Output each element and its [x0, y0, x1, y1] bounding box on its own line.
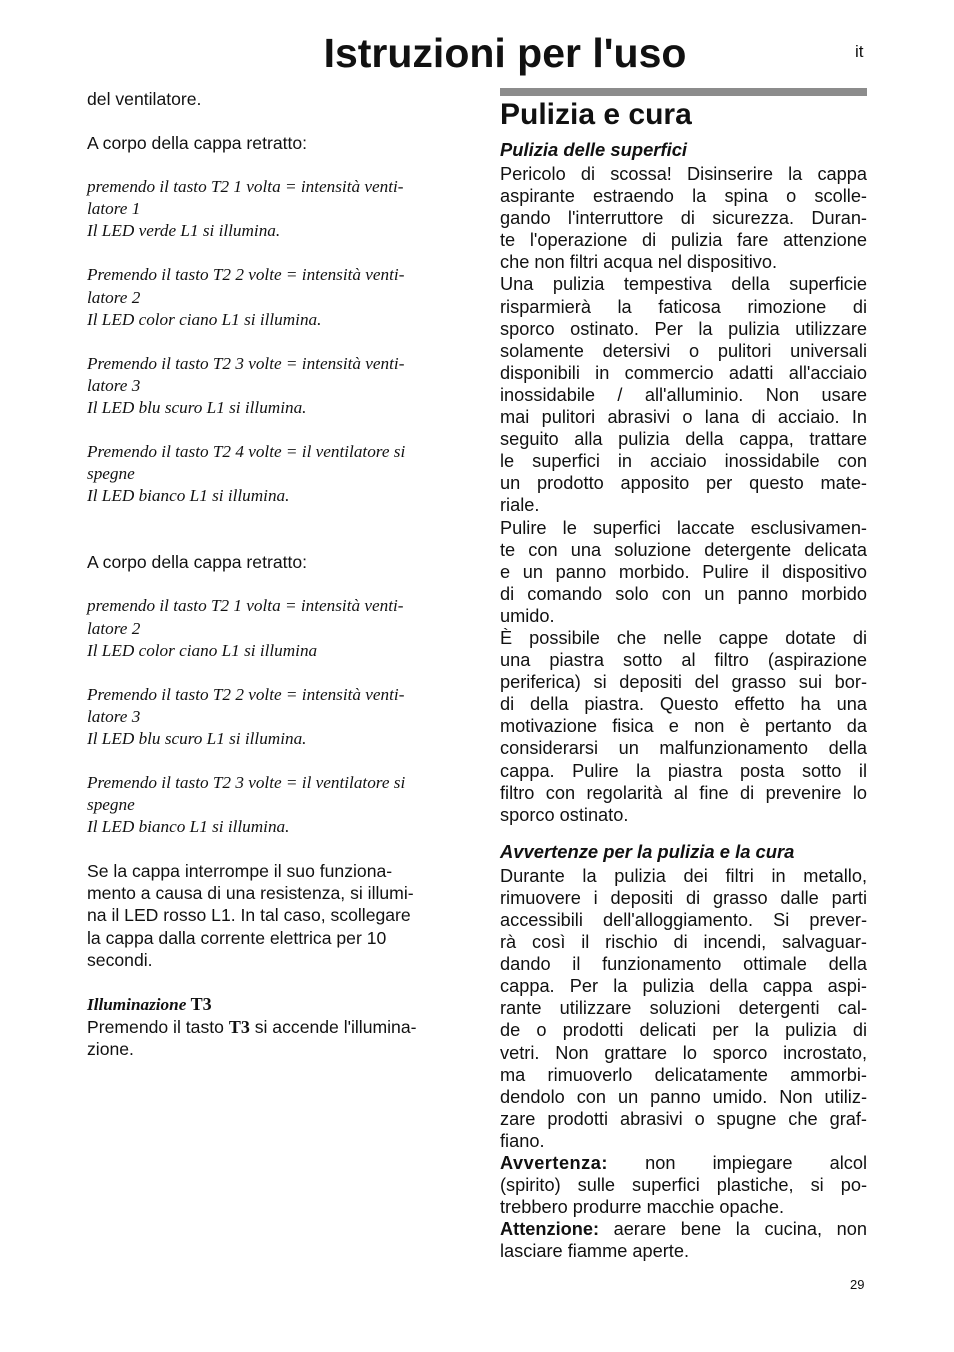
- text-line: sporco ostinato. Per la pulizia utilizzare: [500, 318, 867, 339]
- warning-line: [500, 1152, 867, 1174]
- instruction-block: [87, 264, 455, 330]
- text-line: Durante la pulizia dei filtri in metallo,: [500, 865, 867, 886]
- text-line: che non filtri acqua nel dispositivo.: [500, 252, 778, 273]
- resistance-line: Se la cappa interrompe il suo funziona-: [87, 861, 393, 882]
- lacquered-surfaces-paragraph: [500, 517, 867, 627]
- instruction-line: Il LED bianco L1 si illumina.: [87, 817, 290, 837]
- text-line: accessibili dell'alloggiamento. Si prever-: [500, 910, 867, 930]
- text-line: fiano.: [500, 1130, 545, 1151]
- resistance-notice: [87, 860, 455, 970]
- right-column: [500, 88, 867, 1263]
- text-line: Pulire le superfici laccate esclusivamen-: [500, 517, 867, 538]
- instruction-line: premendo il tasto T2 1 volta = intensità venti-: [87, 177, 404, 197]
- instruction-line: Premendo il tasto T2 4 volte = il ventilatore si: [87, 442, 406, 462]
- instruction-line: latore 2: [87, 287, 141, 307]
- text-line: ma rimuoverlo delicatamente ammorbi-: [500, 1064, 867, 1085]
- lighting-heading: [87, 993, 455, 1016]
- text-line: periferica) si depositi del grasso sui bor-: [500, 672, 867, 693]
- text-line: disponibili in commercio adatti all'acciaio: [500, 362, 867, 383]
- text-line: motivazione fisica e non è pertanto da: [500, 716, 867, 737]
- text-line: una piastra sotto al filtro (aspirazione: [500, 650, 867, 671]
- text-line: considerarsi un malfunzionamento della: [500, 738, 867, 759]
- text-line: un prodotto apposito per questo mate-: [500, 473, 867, 494]
- text-line: e un panno morbido. Pulire il dispositivo: [500, 561, 867, 582]
- warning-label: Avvertenza:: [500, 1153, 608, 1174]
- resistance-line: la cappa dalla corrente elettrica per 10: [87, 927, 387, 948]
- warning-line1-text: non impiegare alcol: [645, 1153, 867, 1174]
- instruction-line: Premendo il tasto T2 2 volte = intensità venti-: [87, 265, 405, 285]
- attention-line1-text: aerare bene la cucina, non: [613, 1219, 867, 1240]
- lighting-text-pre: Premendo il tasto: [87, 1016, 229, 1037]
- text-line: cappa. Per la pulizia della cappa aspi-: [500, 976, 867, 997]
- instruction-block: [87, 441, 455, 507]
- left-column: [87, 88, 455, 1060]
- instruction-line: latore 2: [87, 618, 141, 638]
- text-line: le superfici in acciaio inossidabile con: [500, 451, 867, 472]
- retracted-heading-a: A corpo della cappa retratto:: [87, 133, 308, 154]
- instruction-line: Premendo il tasto T2 2 volte = intensità venti-: [87, 684, 405, 704]
- instruction-line: Il LED blu scuro L1 si illumina.: [87, 397, 307, 417]
- instruction-line: latore 3: [87, 706, 141, 726]
- text-line: lasciare fiamme aperte.: [500, 1241, 690, 1262]
- warning-rest: [500, 1174, 867, 1218]
- subsection-surfaces: Pulizia delle superfici: [500, 139, 688, 160]
- subsection-warnings: Avvertenze per la pulizia e la cura: [500, 840, 795, 862]
- instruction-line: latore 3: [87, 375, 141, 395]
- text-line: te con una soluzione detergente delicata: [500, 539, 867, 560]
- text-line: È possibile che nelle cappe dotate di: [500, 627, 867, 648]
- instruction-block: [87, 176, 455, 242]
- section-title: Pulizia e cura: [500, 98, 692, 131]
- text-line: dendolo con un panno umido. Non utiliz-: [500, 1086, 867, 1107]
- text-line: solamente detersivi o pulitori universali: [500, 340, 867, 361]
- lighting-text-post: si accende l'illumina-: [249, 1016, 417, 1037]
- instruction-block: [87, 684, 455, 750]
- text-line: seguito alla pulizia della cappa, trattare: [500, 429, 867, 450]
- instruction-line: latore 1: [87, 199, 141, 219]
- instruction-line: spegne: [87, 795, 135, 815]
- instruction-line: Il LED blu scuro L1 si illumina.: [87, 728, 307, 748]
- text-line: de o prodotti delicati per la pulizia di: [500, 1020, 867, 1041]
- text-line: aspirante estraendo la spina o scolle-: [500, 186, 867, 207]
- text-line: Una pulizia tempestiva della superficie: [500, 274, 867, 295]
- text-line: dando il funzionamento ottimale della: [500, 954, 867, 975]
- lighting-text-key: T3: [228, 1016, 250, 1037]
- lighting-title: Illuminazione: [87, 994, 187, 1014]
- text-line: umido.: [500, 605, 555, 626]
- resistance-line: na il LED rosso L1. In tal caso, scollegare: [87, 905, 411, 926]
- resistance-line: mento a causa di una resistenza, si illumi-: [87, 883, 414, 904]
- attention-label: Attenzione:: [500, 1219, 600, 1240]
- text-line: inossidabile / all'alluminio. Non usare: [500, 384, 867, 405]
- retracted-heading-b: A corpo della cappa retratto:: [87, 552, 308, 573]
- instruction-line: Il LED color ciano L1 si illumina: [87, 640, 318, 660]
- text-line: zare prodotti abrasivi o spugne che graf-: [500, 1108, 867, 1129]
- text-line: filtro con regolarità al fine di prevenire lo: [500, 782, 867, 803]
- fan-instructions-group-a: [87, 176, 455, 529]
- cleaning-text: [500, 163, 867, 826]
- text-line: vetri. Non grattare lo sporco incrostato,: [500, 1042, 867, 1063]
- text-line: rimuovere i depositi di grasso dalle parti: [500, 887, 867, 908]
- shock-warning-paragraph: [500, 163, 867, 273]
- timely-cleaning-paragraph: [500, 273, 867, 516]
- text-line: sporco ostinato.: [500, 804, 629, 825]
- text-line: rante utilizzare soluzioni detergenti cal-: [500, 998, 867, 1019]
- text-line: trebbero produrre macchie opache.: [500, 1197, 785, 1218]
- instruction-line: Il LED verde L1 si illumina.: [87, 221, 281, 241]
- lighting-text-end: zione.: [87, 1038, 134, 1059]
- instruction-line: Il LED bianco L1 si illumina.: [87, 486, 290, 506]
- intro-text: del ventilatore.: [87, 89, 202, 109]
- instruction-block: [87, 772, 455, 838]
- section-rule: [500, 88, 867, 96]
- instruction-line: spegne: [87, 464, 135, 484]
- text-line: (spirito) sulle superfici plastiche, si po-: [500, 1175, 867, 1196]
- lighting-text: [87, 1016, 455, 1038]
- text-line: di della piastra. Questo effetto ha una: [500, 694, 867, 715]
- instruction-line: Il LED color ciano L1 si illumina.: [87, 309, 322, 329]
- instruction-line: Premendo il tasto T2 3 volte = il ventilatore si: [87, 772, 406, 792]
- page-title: Istruzioni per l'uso: [323, 30, 687, 76]
- instruction-block: [87, 595, 455, 661]
- text-line: rà così il rischio di incendi, salvaguar-: [500, 932, 867, 953]
- resistance-line: secondi.: [87, 949, 153, 970]
- language-code: it: [855, 42, 864, 61]
- fan-instructions-group-b: [87, 595, 455, 860]
- attention-line: [500, 1218, 867, 1240]
- text-line: Pericolo di scossa! Disinserire la cappa: [500, 164, 867, 184]
- text-line: di comando solo con un panno morbido: [500, 583, 867, 604]
- text-line: te l'operazione di pulizia fare attenzione: [500, 230, 867, 251]
- instruction-block: [87, 353, 455, 419]
- text-line: risparmierà la faticosa rimozione di: [500, 296, 867, 317]
- page-number: 29: [850, 1277, 865, 1292]
- warnings-text: [500, 865, 867, 1263]
- grease-plate-paragraph: [500, 627, 867, 826]
- text-line: mai pulitori abrasivi o lana di acciaio. In: [500, 407, 867, 428]
- lighting-key: T3: [190, 993, 212, 1014]
- attention-rest: [500, 1240, 867, 1262]
- instruction-line: premendo il tasto T2 1 volta = intensità venti-: [87, 596, 404, 616]
- text-line: gando l'interruttore di sicurezza. Duran-: [500, 208, 867, 229]
- text-line: cappa. Pulire la piastra posta sotto il: [500, 760, 867, 781]
- text-line: riale.: [500, 495, 540, 516]
- instruction-line: Premendo il tasto T2 3 volte = intensità venti-: [87, 353, 405, 373]
- metal-filters-paragraph: [500, 865, 867, 1152]
